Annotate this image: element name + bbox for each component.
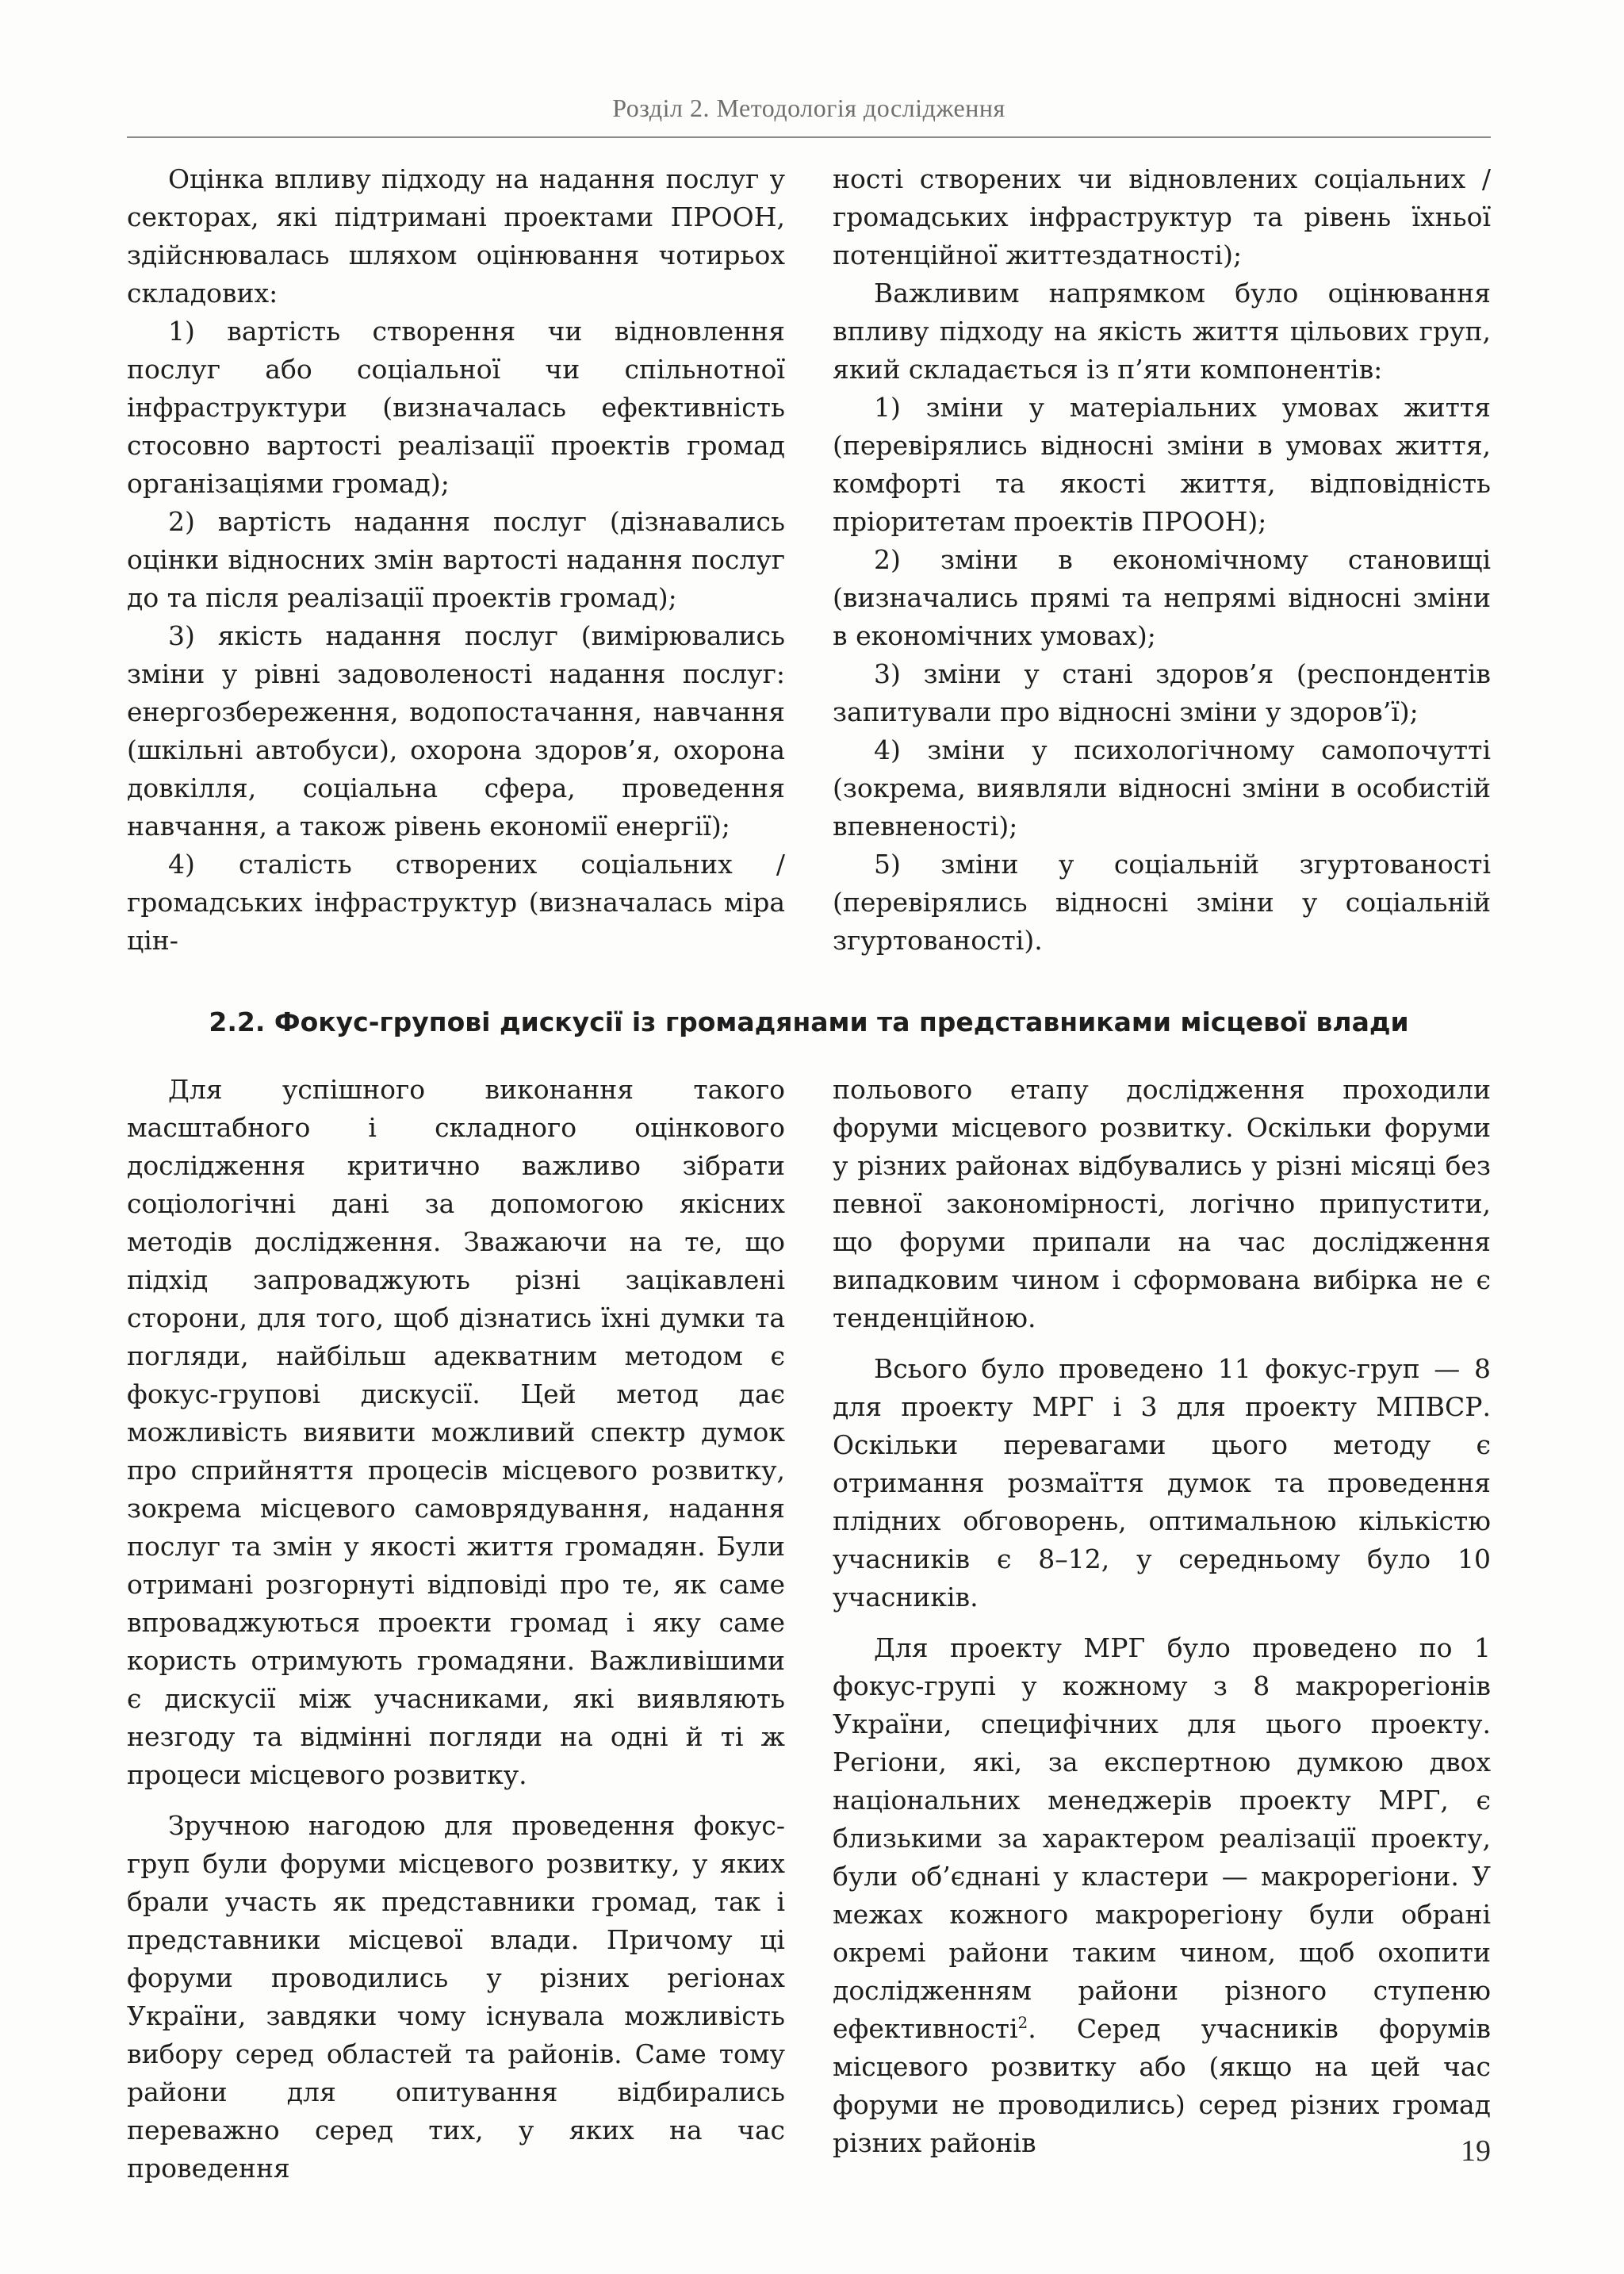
list-item: 1) зміни у матеріальних умовах життя (перевірялись відносні зміни в умовах життя, комфорті та якості життя, відповідність пріоритетам проектів ПРООН); [833, 392, 1491, 537]
paragraph: ності створених чи відновлених соціальних / громадських інфраструктур та рівень їхньої потенційної життездатності); [833, 163, 1491, 270]
paragraph: Для успішного виконання такого масштабного і складного оцінкового дослідження критично важливо зібрати соціологічні дані за допомогою якісних методів дослідження. Зважаючи на те, що підхід запроваджують різні зацікавлені сторони, для того, щоб дізнатись їхні думки та погляди, найбільш адекватним методом є фокус-групові дискусії. Цей метод дає можливість виявити можливий спектр думок про сприйняття процесів місцевого розвитку, зокрема місцевого самоврядування, надання послуг та змін у якості життя громадян. Були отримані розгорнуті відповіді про те, як саме впроваджуються проекти громад і яку саме користь отримують громадяни. Важливішими є дискусії між учасниками, які виявляють незгоду та відмінні погляди на одні й ті ж процеси місцевого розвитку. [127, 1074, 785, 1790]
paragraph [833, 1629, 1491, 2162]
paragraph-text: Для проекту МРГ було проведено по 1 фокус-групі у кожному з 8 макрорегіонів України, специфічних для цього проекту. Регіони, які, за експертною думкою двох національних менеджерів проекту МРГ, є близькими за характером реалізації проекту, були об’єднані у кластери — макрорегіони. У межах кожного макрорегіону були обрані окремі райони таким чином, щоб охопити дослідженням райони різного ступеню ефективності [833, 1632, 1491, 2044]
paragraph: Важливим напрямком було оцінювання впливу підходу на якість життя цільових груп, який складається із п’яти компонентів: [833, 278, 1491, 385]
top-columns [127, 160, 1491, 960]
list-item: 2) зміни в економічному становищі (визначались прямі та непрямі відносні зміни в економічних умовах); [833, 544, 1491, 651]
bottom-right-column [833, 1071, 1491, 2188]
list-item: 2) вартість надання послуг (дізнавались оцінки відносних змін вартості надання послуг до та після реалізації проектів громад); [127, 506, 785, 613]
list-item: 3) зміни у стані здоров’я (респондентів запитували про відносні зміни у здоров’ї); [833, 658, 1491, 727]
paragraph-text-continued: . Серед учасників форумів місцевого розвитку або (якщо на цей час форуми не проводились) серед різних громад різних районів [833, 2013, 1491, 2158]
header-divider [127, 136, 1491, 138]
list-item: 3) якість надання послуг (вимірювались зміни у рівні задоволеності надання послуг: енергозбереження, водопостачання, навчання (шкільні автобуси), охорона здоров’я, охорона довкілля, соціальна сфера, проведення навчання, а також рівень економії енергії); [127, 620, 785, 842]
paragraph: польового етапу дослідження проходили форуми місцевого розвитку. Оскільки форуми у різних районах відбувались у різні місяці без певної закономірності, логічно припустити, що форуми припали на час дослідження випадковим чином і сформована вибірка не є тенденційною. [833, 1074, 1491, 1333]
bottom-left-column [127, 1071, 785, 2188]
bottom-columns [127, 1071, 1491, 2188]
list-item: 4) сталість створених соціальних / громадських інфраструктур (визначалась міра цін- [127, 849, 785, 956]
paragraph: Всього було проведено 11 фокус-груп — 8 для проекту МРГ і 3 для проекту МПВСР. Оскільки перевагами цього методу є отримання розмаїття думок та проведення плідних обговорень, оптимальною кількістю учасників є 8–12, у середньому було 10 учасників. [833, 1353, 1491, 1613]
running-head: Розділ 2. Методологія дослідження [612, 94, 1005, 122]
list-item: 1) вартість створення чи відновлення послуг або соціальної чи спільнотної інфраструктури (визначалась ефективність стосовно вартості реалізації проектів громад організаціями громад); [127, 316, 785, 499]
top-right-column [833, 160, 1491, 960]
top-left-column [127, 160, 785, 960]
list-item: 4) зміни у психологічному самопочутті (зокрема, виявляли відносні зміни в особистій впевненості); [833, 734, 1491, 842]
section-heading: 2.2. Фокус-групові дискусії із громадянами та представниками місцевої влади [209, 1007, 1409, 1037]
list-item: 5) зміни у соціальній згуртованості (перевірялись відносні зміни у соціальній згуртованості). [833, 849, 1491, 956]
footnote-marker[interactable]: 2 [1017, 2013, 1028, 2032]
page-number: 19 [1461, 2134, 1491, 2168]
paragraph: Оцінка впливу підходу на надання послуг у секторах, які підтримані проектами ПРООН, здійснювалась шляхом оцінювання чотирьох складових: [127, 163, 785, 309]
paragraph: Зручною нагодою для проведення фокус-груп були форуми місцевого розвитку, у яких брали участь як представники громад, так і представники місцевої влади. Причому ці форуми проводились у різних регіонах України, завдяки чому існувала можливість вибору серед областей та районів. Саме тому райони для опитування відбирались переважно серед тих, у яких на час проведення [127, 1810, 785, 2184]
